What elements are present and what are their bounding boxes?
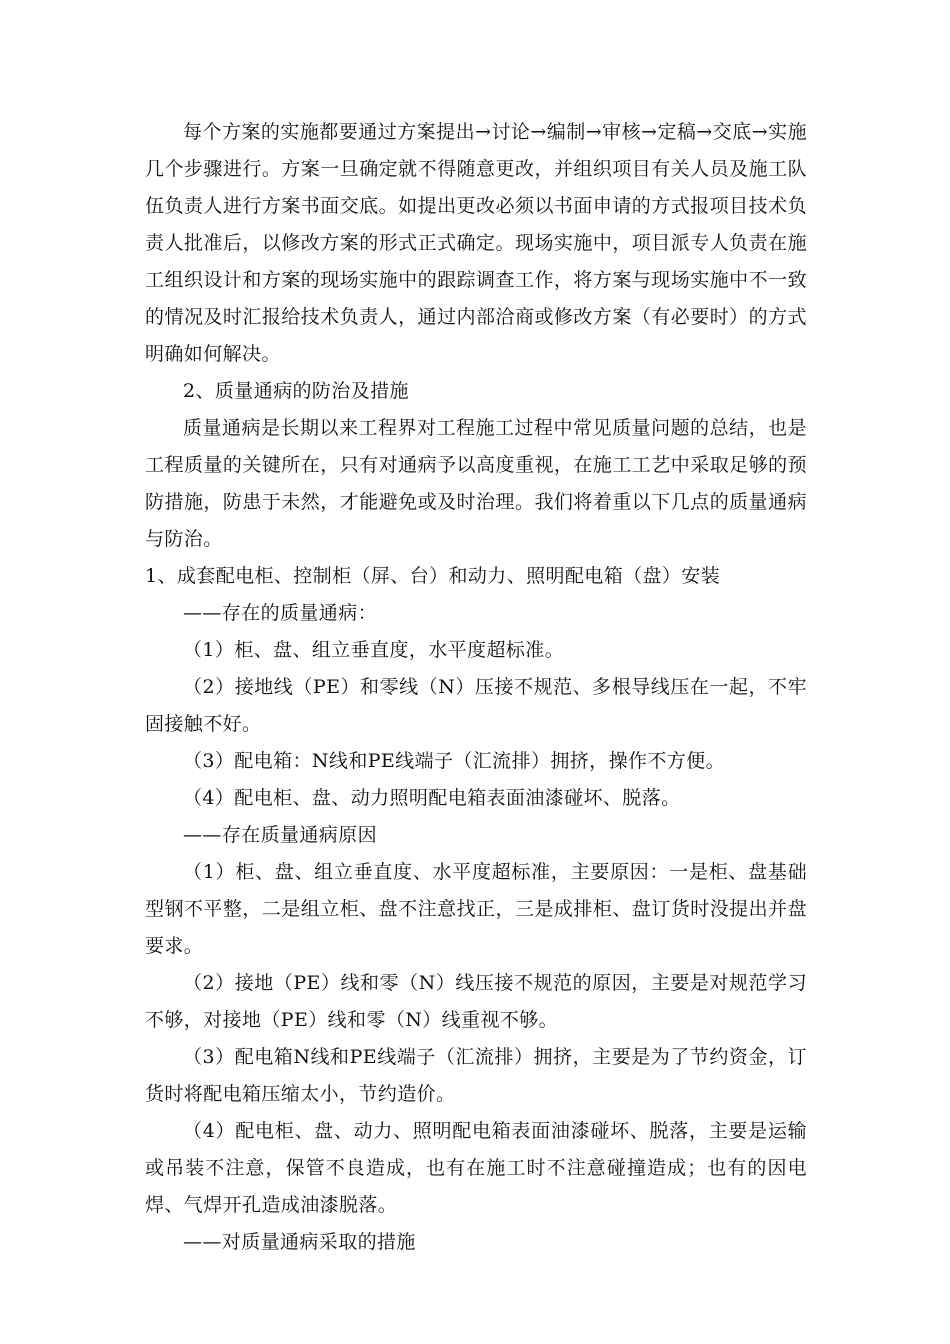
list-item-cause-4: （4）配电柜、盘、动力、照明配电箱表面油漆碰坏、脱落，主要是运输或吊装不注意，保管不良造成，也有在施工时不注意碰撞造成；也有的因电焊、气焊开孔造成油漆脱落。 — [145, 1120, 807, 1216]
paragraph-quality-defects-intro: 质量通病是长期以来工程界对工程施工过程中常见质量问题的总结，也是工程质量的关键所在，只有对通病予以高度重视，在施工工艺中采取足够的预防措施，防患于未然，才能避免或及时治理。我们将着重以下几点的质量通病与防治。 — [145, 417, 807, 550]
list-item-cause-1: （1）柜、盘、组立垂直度、水平度超标准，主要原因：一是柜、盘基础型钢不平整，二是组立柜、盘不注意找正，三是成排柜、盘订货时没提出并盘要求。 — [145, 861, 807, 957]
list-item-defect-2: （2）接地线（PE）和零线（N）压接不规范、多根导线压在一起，不牢固接触不好。 — [145, 676, 807, 735]
heading-existing-defects: ——存在的质量通病： — [183, 602, 378, 624]
list-item-defect-3: （3）配电箱：N线和PE线端子（汇流排）拥挤，操作不方便。 — [183, 750, 725, 772]
heading-defect-causes: ——存在质量通病原因 — [183, 824, 378, 846]
list-item-cause-2: （2）接地（PE）线和零（N）线压接不规范的原因，主要是对规范学习不够，对接地（PE）线和零（N）线重视不够。 — [145, 972, 807, 1031]
heading-defect-measures: ——对质量通病采取的措施 — [183, 1231, 416, 1253]
list-item-defect-4: （4）配电柜、盘、动力照明配电箱表面油漆碰坏、脱落。 — [183, 787, 681, 809]
subsection-heading-switchgear: 1、成套配电柜、控制柜（屏、台）和动力、照明配电箱（盘）安装 — [145, 565, 721, 587]
list-item-cause-3: （3）配电箱N线和PE线端子（汇流排）拥挤，主要是为了节约资金，订货时将配电箱压缩太小，节约造价。 — [145, 1046, 807, 1105]
list-item-defect-1: （1）柜、盘、组立垂直度，水平度超标准。 — [183, 639, 565, 661]
paragraph-scheme-implementation: 每个方案的实施都要通过方案提出→讨论→编制→审核→定稿→交底→实施几个步骤进行。方案一旦确定就不得随意更改，并组织项目有关人员及施工队伍负责人进行方案书面交底。如提出更改必须以书面申请的方式报项目技术负责人批准后，以修改方案的形式正式确定。现场实施中，项目派专人负责在施工组织设计和方案的现场实施中的跟踪调查工作，将方案与现场实施中不一致的情况及时汇报给技术负责人，通过内部洽商或修改方案（有必要时）的方式明确如何解决。 — [145, 121, 807, 365]
section-heading-quality-defects: 2、质量通病的防治及措施 — [183, 380, 409, 402]
document-body — [145, 114, 807, 1261]
